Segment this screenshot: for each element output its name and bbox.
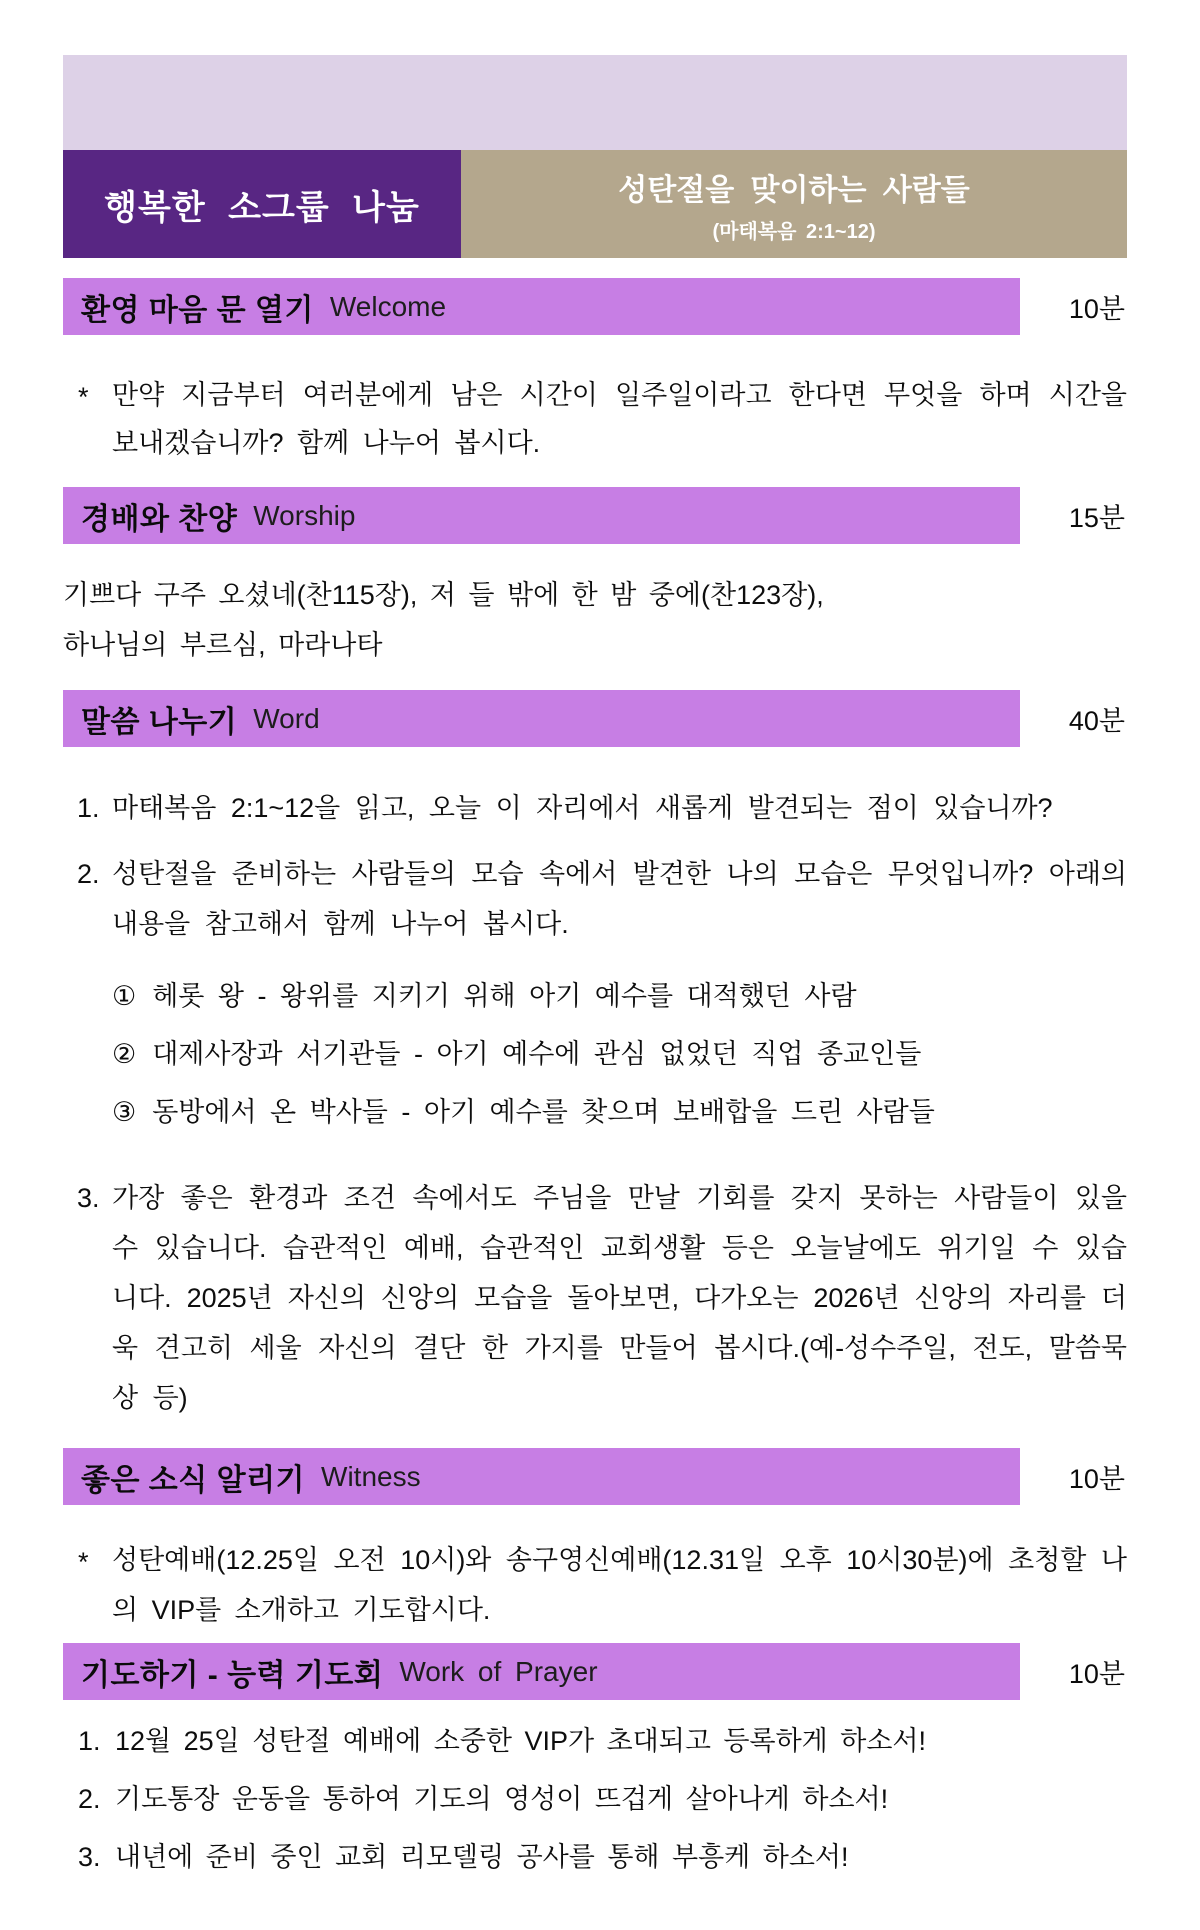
witness-note-text: 성탄예배(12.25일 오전 10시)와 송구영신예배(12.31일 오후 10시30분)에 초청할 나의 VIP를 소개하고 기도합시다.	[112, 1545, 1127, 1625]
asterisk-marker: *	[78, 382, 89, 412]
circled-number-3: ③	[112, 1097, 137, 1127]
word-question-3-text: 가장 좋은 환경과 조건 속에서도 주님을 만날 기회를 갖지 못하는 사람들이 있을 수 있습니다. 습관적인 예배, 습관적인 교회생활 등은 오늘날에도 위기일 수 있습니다. 2025년 자신의 신앙의 모습을 돌아보면, 다가오는 2026년 신앙의 자리를 더욱 견고히 세울 자신의 결단 한 가지를 만들어 봅시다.(예-성수주일, 전도, 말씀묵상 등)	[112, 1183, 1127, 1413]
item-number: 3.	[78, 1842, 101, 1872]
lesson-title: 성탄절을 맞이하는 사람들	[618, 173, 970, 207]
asterisk-marker: *	[78, 1547, 89, 1577]
item-number: 1.	[78, 1726, 101, 1756]
prayer-request-1-text: 12월 25일 성탄절 예배에 소중한 VIP가 초대되고 등록하게 하소서!	[115, 1726, 926, 1756]
item-number: 2.	[77, 859, 100, 889]
section-welcome-header	[63, 278, 1127, 335]
item-number: 3.	[77, 1183, 100, 1213]
section-title-ko: 말씀 나누기	[81, 705, 238, 739]
word-subitem-1-text: 헤롯 왕 - 왕위를 지키기 위해 아기 예수를 대적했던 사람	[152, 981, 857, 1011]
item-number: 2.	[78, 1784, 101, 1814]
section-word-bar	[63, 690, 1020, 747]
section-title-ko: 환영 마음 문 열기	[81, 293, 314, 327]
section-duration: 10분	[1068, 294, 1125, 324]
section-title-ko: 기도하기 - 능력 기도회	[81, 1658, 384, 1692]
word-question-1	[63, 783, 1127, 833]
word-subitem-2	[63, 1037, 1127, 1071]
section-title-en: Welcome	[329, 290, 447, 322]
welcome-question-text: 만약 지금부터 여러분에게 남은 시간이 일주일이라고 한다면 무엇을 하며 시간을 보내겠습니까? 함께 나누어 봅시다.	[112, 380, 1127, 458]
prayer-request-2-text: 기도통장 운동을 통하여 기도의 영성이 뜨겁게 살아나게 하소서!	[115, 1784, 889, 1814]
circled-number-1: ①	[112, 981, 137, 1011]
section-duration: 40분	[1068, 706, 1125, 736]
section-title-en: Witness	[321, 1460, 421, 1492]
word-question-3	[63, 1173, 1127, 1423]
item-number: 1.	[77, 793, 100, 823]
program-title-box	[63, 150, 461, 258]
prayer-request-2	[63, 1784, 1127, 1814]
word-question-1-text: 마태복음 2:1~12을 읽고, 오늘 이 자리에서 새롭게 발견되는 점이 있습니까?	[112, 793, 1053, 823]
worship-song-list	[63, 570, 1127, 670]
prayer-request-list	[63, 1726, 1127, 1872]
section-word-header	[63, 690, 1127, 747]
header	[63, 150, 1127, 258]
section-title-en: Worship	[253, 499, 356, 531]
song-line: 하나님의 부르심, 마라나타	[63, 630, 383, 660]
program-title: 행복한 소그룹 나눔	[104, 188, 420, 227]
section-prayer-header	[63, 1643, 1127, 1700]
witness-note	[63, 1535, 1127, 1635]
section-prayer-bar	[63, 1643, 1020, 1700]
section-worship-header	[63, 487, 1127, 544]
lesson-scripture: (마태복음 2:1~12)	[712, 220, 876, 243]
section-duration: 10분	[1068, 1464, 1125, 1494]
circled-number-2: ②	[112, 1039, 137, 1069]
word-question-2	[63, 849, 1127, 949]
section-title-en: Work of Prayer	[399, 1655, 598, 1687]
top-lavender-band	[63, 55, 1127, 150]
section-duration: 15분	[1068, 503, 1125, 533]
section-worship-bar	[63, 487, 1020, 544]
lesson-title-box	[461, 150, 1127, 258]
section-duration: 10분	[1068, 1659, 1125, 1689]
section-title-en: Word	[253, 702, 320, 734]
word-subitem-3-text: 동방에서 온 박사들 - 아기 예수를 찾으며 보배합을 드린 사람들	[152, 1097, 935, 1127]
prayer-request-1	[63, 1726, 1127, 1756]
word-subitem-3	[63, 1095, 1127, 1129]
welcome-question	[63, 371, 1127, 467]
section-welcome-bar	[63, 278, 1020, 335]
section-witness-bar	[63, 1448, 1020, 1505]
prayer-request-3	[63, 1842, 1127, 1872]
section-title-ko: 경배와 찬양	[81, 502, 238, 536]
prayer-request-3-text: 내년에 준비 중인 교회 리모델링 공사를 통해 부흥케 하소서!	[115, 1842, 849, 1872]
song-line: 기쁘다 구주 오셨네(찬115장), 저 들 밖에 한 밤 중에(찬123장),	[63, 580, 824, 610]
word-question-2-text: 성탄절을 준비하는 사람들의 모습 속에서 발견한 나의 모습은 무엇입니까? 아래의 내용을 참고해서 함께 나누어 봅시다.	[112, 859, 1127, 939]
section-title-ko: 좋은 소식 알리기	[81, 1463, 306, 1497]
section-witness-header	[63, 1448, 1127, 1505]
word-subitem-1	[63, 979, 1127, 1013]
word-subitem-2-text: 대제사장과 서기관들 - 아기 예수에 관심 없었던 직업 종교인들	[152, 1039, 922, 1069]
